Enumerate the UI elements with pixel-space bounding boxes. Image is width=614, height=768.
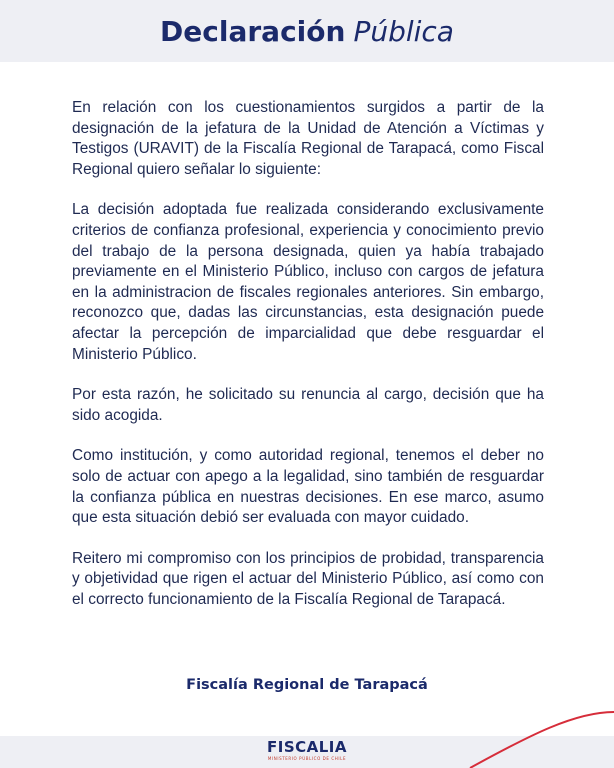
fiscalia-logo bbox=[0, 739, 614, 762]
signature: Fiscalía Regional de Tarapacá bbox=[186, 677, 428, 693]
paragraph-2: La decisión adoptada fue realizada considerando exclusivamente criterios de confianza profesional, experiencia y conocimiento previo del trabajo de la persona designada, quien ya había trabajado previamente en el Ministerio Público, incluso con cargos de jefatura en la administracion de fiscales regionales anteriores. Sin embargo, reconozco que, dadas las circunstancias, esta designación puede afectar la percepción de imparcialidad que debe resguardar el Ministerio Público. bbox=[72, 201, 544, 363]
title-italic-part: Pública bbox=[353, 14, 454, 48]
paragraph-3: Por esta razón, he solicitado su renuncia al cargo, decisión que ha sido acogida. bbox=[72, 386, 544, 424]
paragraph-4: Como institución, y como autoridad regional, tenemos el deber no solo de actuar con apego a la legalidad, sino también de resguardar la confianza pública en nuestras decisiones. En ese marco, asumo que esta situación debió ser evaluada con mayor cuidado. bbox=[72, 447, 544, 527]
page-title bbox=[160, 15, 454, 48]
title-bold-part: Declaración bbox=[160, 14, 346, 48]
logo-name: FISCALIA bbox=[267, 738, 347, 756]
statement-body bbox=[72, 98, 544, 630]
logo-tagline: MINISTERIO PÚBLICO DE CHILE bbox=[267, 756, 347, 761]
paragraph-1: En relación con los cuestionamientos surgidos a partir de la designación de la jefatura de la Unidad de Atención a Víctimas y Testigos (URAVIT) de la Fiscalía Regional de Tarapacá, como Fiscal Regional quiero señalar lo siguiente: bbox=[72, 99, 544, 178]
header-band bbox=[0, 0, 614, 62]
paragraph-5: Reitero mi compromiso con los principios de probidad, transparencia y objetividad que rigen el actuar del Ministerio Público, así como con el correcto funcionamiento de la Fiscalía Regional de Tarapacá. bbox=[72, 549, 544, 608]
